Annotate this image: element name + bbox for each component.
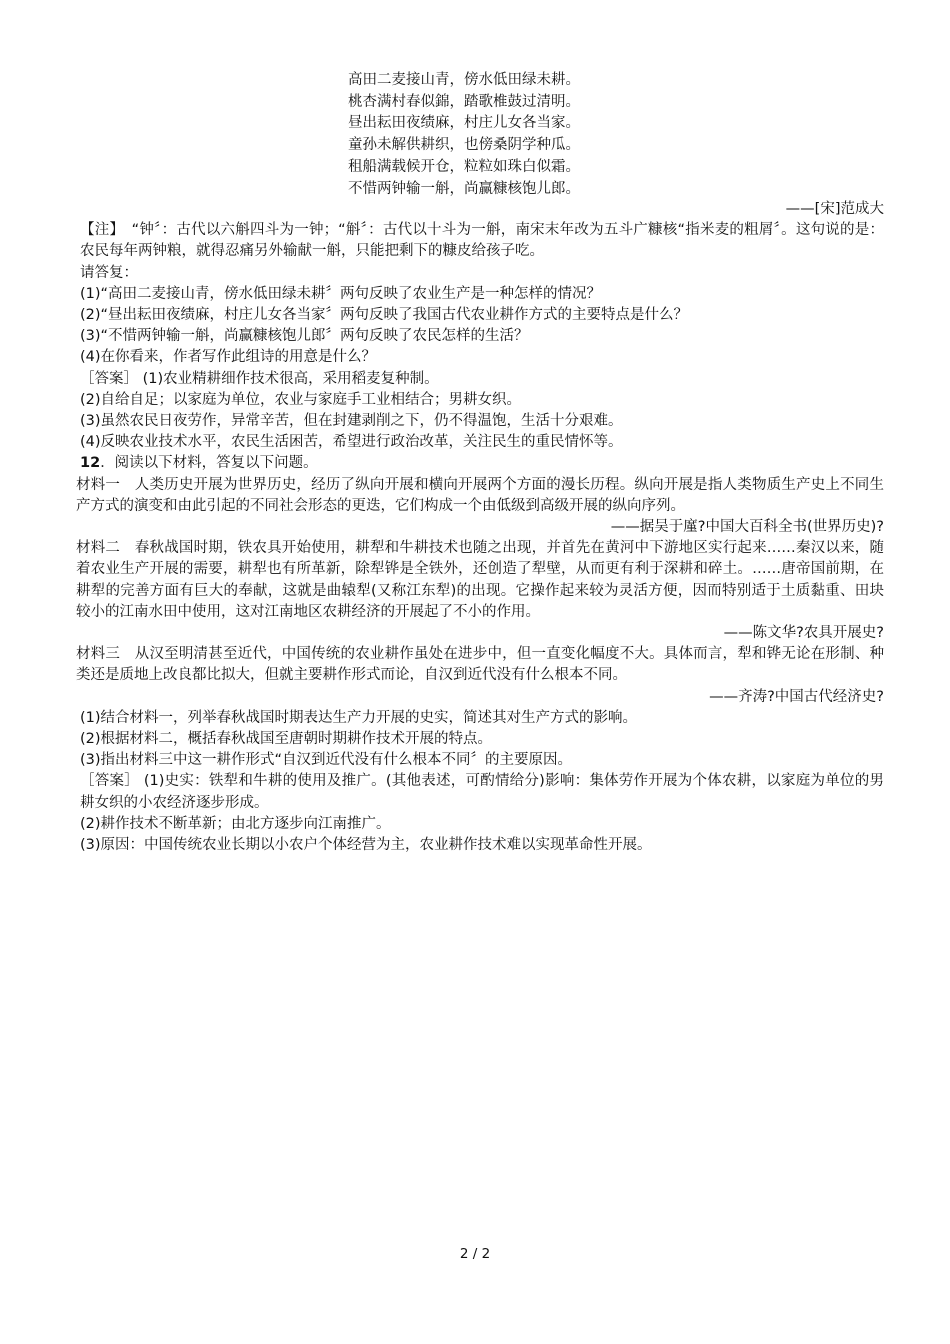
material-two: 材料二 春秋战国时期，铁农具开始使用，耕犁和牛耕技术也随之出现，并首先在黄河中下游地区实行起来……秦汉以来，随着农业生产开展的需要，耕犁也有所革新，除犁铧是全铁外，还创造了犁壁，从而更有利于深耕和碎土。……唐帝国前期，在耕犁的完善方面有巨大的奉献，这就是曲辕犁(又称江东犁)的出现。它操作起来较为灵活方便，因而特别适于土质黏重、田块较小的江南水田中使用，这对江南地区农耕经济的开展起了不小的作用。 xyxy=(76,540,884,620)
question-item: (2)“昼出耘田夜绩麻，村庄儿女各当家〞两句反映了我国古代农业耕作方式的主要特点是什么？ xyxy=(80,307,689,324)
question-item: (2)根据材料二，概括春秋战国至唐朝时期耕作技术开展的特点。 xyxy=(80,731,493,748)
answer-item: (3)原因：中国传统农业长期以小农户个体经营为主，农业耕作技术难以实现革命性开展。 xyxy=(80,837,652,854)
document-body xyxy=(66,199,884,856)
question-item: (4)在你看来，作者写作此组诗的用意是什么？ xyxy=(80,349,377,366)
answer-item: ［答案］ (1)史实：铁犁和牛耕的使用及推广。(其他表述，可酌情给分)影响：集体劳作开展为个体农耕，以家庭为单位的男耕女织的小农经济逐步形成。 xyxy=(80,773,884,811)
material-one: 材料一 人类历史开展为世界历史，经历了纵向开展和横向开展两个方面的漫长历程。纵向开展是指人类物质生产史上不同生产方式的演变和由此引起的不同社会形态的更迭，它们构成一个由低级到高级开展的纵向序列。 xyxy=(76,476,884,514)
poem xyxy=(348,70,580,200)
material-two-source: ——陈文华?农具开展史? xyxy=(723,625,884,642)
question-intro: ．阅读以下材料，答复以下问题。 xyxy=(100,455,318,472)
question-prompt: 请答复： xyxy=(80,264,138,281)
poem-line: 童孙未解供耕织，也傍桑阴学种瓜。 xyxy=(348,137,580,154)
poem-line: 桃杏满村春似錦，踏歌椎鼓过清明。 xyxy=(348,93,580,110)
page-number: 2 / 2 xyxy=(459,1246,491,1262)
answer-item: (2)自给自足；以家庭为单位，农业与家庭手工业相结合；男耕女织。 xyxy=(80,391,522,408)
question-item: (3)指出材料三中这一耕作形式“自汉到近代没有什么根本不同〞的主要原因。 xyxy=(80,752,573,769)
answer-item: (3)虽然农民日夜劳作，异常辛苦，但在封建剥削之下，仍不得温饱，生活十分艰难。 xyxy=(80,413,623,430)
material-three: 材料三 从汉至明清甚至近代，中国传统的农业耕作虽处在进步中，但一直变化幅度不大。具体而言，犁和铧无论在形制、种类还是质地上改良都比拟大，但就主要耕作形式而论，自汉到近代没有什么根本不同。 xyxy=(76,646,884,684)
question-number: 12 xyxy=(80,455,101,472)
poem-line: 高田二麦接山青，傍水低田绿未耕。 xyxy=(348,72,580,88)
question-item: (1)“高田二麦接山青，傍水低田绿未耕〞两句反映了农业生产是一种怎样的情况？ xyxy=(80,285,602,302)
poem-source: ——[宋]范成大 xyxy=(785,201,884,217)
answer-item: (4)反映农业技术水平，农民生活困苦，希望进行政治改革，关注民生的重民情怀等。 xyxy=(80,434,623,451)
question-item: (3)“不惜两钟输一斛，尚赢糠核饱儿郎〞两句反映了农民怎样的生活？ xyxy=(80,328,529,345)
poem-note: 【注】 “钟〞：古代以六斛四斗为一钟；“斛〞：古代以十斗为一斛，南宋末年改为五斗广糠核“指米麦的粗屑〞。这句说的是：农民每年两钟粮，就得忍痛另外输献一斛，只能把剩下的糠皮给孩子吃。 xyxy=(80,222,884,260)
question-12-heading xyxy=(66,453,884,474)
answer-item: (2)耕作技术不断革新；由北方逐步向江南推广。 xyxy=(80,815,391,832)
material-three-source: ——齐涛?中国古代经济史? xyxy=(709,688,884,705)
material-one-source: ——据吴于廑?中国大百科全书(世界历史)? xyxy=(610,519,884,536)
poem-line: 昼出耘田夜绩麻，村庄儿女各当家。 xyxy=(348,115,580,132)
answer-item: ［答案］ (1)农业精耕细作技术很高，采用稻麦复种制。 xyxy=(80,370,439,387)
question-item: (1)结合材料一，列举春秋战国时期表达生产力开展的史实，简述其对生产方式的影响。 xyxy=(80,709,638,726)
poem-line: 不惜两钟输一斛，尚赢糠核饱儿郎。 xyxy=(348,180,580,197)
poem-line: 租船满载候开仓，粒粒如珠白似霜。 xyxy=(348,158,580,175)
